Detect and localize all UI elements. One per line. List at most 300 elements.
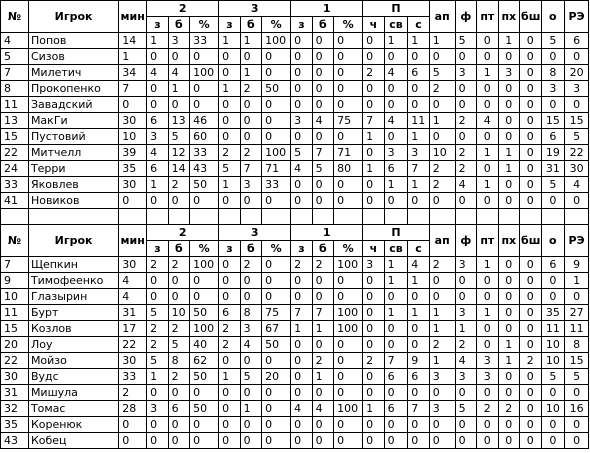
stat-cell: 50 [190, 369, 219, 385]
stat-cell: 1 [384, 177, 408, 193]
header-subcolumn: % [334, 17, 363, 33]
stat-cell: 8 [541, 65, 565, 81]
stat-cell: 100 [190, 257, 219, 273]
stat-cell: 6 [384, 161, 408, 177]
separator-row [1, 209, 589, 225]
stat-cell: 1 [312, 369, 333, 385]
player-number: 22 [1, 145, 29, 161]
stat-cell: 7 [312, 305, 333, 321]
stat-cell: 1 [240, 33, 261, 49]
table-row [1, 113, 589, 129]
stat-cell: 0 [520, 177, 541, 193]
stat-cell: 2 [291, 257, 312, 273]
stat-cell: 0 [408, 337, 430, 353]
stat-cell: 0 [334, 81, 363, 97]
stat-cell: 0 [119, 417, 147, 433]
header-stat: пт [477, 225, 498, 257]
stat-cell: 100 [190, 65, 219, 81]
stat-cell: 71 [262, 161, 291, 177]
stat-cell: 0 [429, 97, 455, 113]
stat-cell: 2 [429, 337, 455, 353]
stat-cell: 0 [520, 161, 541, 177]
empty-cell [119, 209, 147, 225]
stat-cell: 0 [498, 113, 519, 129]
stat-cell: 0 [408, 81, 430, 97]
header-player: Игрок [28, 1, 118, 33]
stat-cell: 11 [408, 113, 430, 129]
stat-cell: 2 [455, 337, 476, 353]
stat-cell: 0 [219, 129, 240, 145]
stat-cell: 0 [219, 193, 240, 209]
stat-cell: 0 [498, 49, 519, 65]
stat-cell: 16 [565, 401, 589, 417]
stat-cell: 1 [455, 321, 476, 337]
stat-cell: 0 [334, 369, 363, 385]
header-subcolumn: % [262, 17, 291, 33]
stat-cell: 0 [565, 385, 589, 401]
stat-cell: 4 [565, 177, 589, 193]
player-number: 24 [1, 161, 29, 177]
stat-cell: 3 [498, 65, 519, 81]
stat-cell: 9 [565, 257, 589, 273]
stat-cell: 0 [455, 193, 476, 209]
stat-cell: 0 [384, 193, 408, 209]
stat-cell: 0 [429, 273, 455, 289]
stat-cell: 10 [119, 129, 147, 145]
stat-cell: 0 [240, 385, 261, 401]
stat-cell: 0 [190, 273, 219, 289]
stat-cell: 100 [334, 257, 363, 273]
header-group: П [363, 1, 430, 17]
table-row [1, 49, 589, 65]
stat-cell: 2 [219, 321, 240, 337]
stat-cell: 13 [168, 113, 189, 129]
stat-cell: 20 [262, 369, 291, 385]
player-name: Кобец [28, 433, 118, 449]
stat-cell: 0 [498, 273, 519, 289]
empty-cell [240, 209, 261, 225]
player-number: 5 [1, 49, 29, 65]
header-subcolumn: з [147, 17, 168, 33]
stat-cell: 0 [168, 289, 189, 305]
stat-cell: 4 [408, 257, 430, 273]
stat-cell: 0 [520, 417, 541, 433]
stat-cell: 6 [541, 257, 565, 273]
stat-cell: 1 [363, 161, 384, 177]
stat-cell: 0 [477, 161, 498, 177]
stat-cell: 4 [384, 113, 408, 129]
stat-cell: 5 [312, 161, 333, 177]
stat-cell: 6 [565, 33, 589, 49]
stat-cell: 46 [190, 113, 219, 129]
header-group: 1 [291, 225, 363, 241]
stat-cell: 0 [541, 273, 565, 289]
stat-cell: 1 [240, 65, 261, 81]
stat-cell: 4 [119, 273, 147, 289]
stat-cell: 0 [334, 49, 363, 65]
stat-cell: 1 [363, 401, 384, 417]
stat-cell: 1 [384, 33, 408, 49]
stat-cell: 1 [312, 321, 333, 337]
stat-cell: 0 [429, 129, 455, 145]
stat-cell: 0 [477, 385, 498, 401]
stat-cell: 0 [363, 433, 384, 449]
stat-cell: 40 [190, 337, 219, 353]
stat-cell: 2 [455, 161, 476, 177]
stat-cell: 0 [240, 49, 261, 65]
stat-cell: 0 [384, 321, 408, 337]
stat-cell: 8 [565, 337, 589, 353]
stat-cell: 31 [541, 161, 565, 177]
header-subcolumn: % [262, 241, 291, 257]
player-number: 33 [1, 177, 29, 193]
stat-cell: 0 [190, 97, 219, 113]
stat-cell: 0 [147, 193, 168, 209]
stat-cell: 0 [520, 385, 541, 401]
player-number: 35 [1, 417, 29, 433]
stat-cell: 3 [477, 369, 498, 385]
stat-cell: 0 [520, 289, 541, 305]
table-row [1, 129, 589, 145]
stat-cell: 0 [455, 273, 476, 289]
stat-cell: 0 [565, 417, 589, 433]
stat-cell: 1 [477, 145, 498, 161]
stat-cell: 0 [262, 129, 291, 145]
stat-cell: 0 [477, 417, 498, 433]
stat-cell: 0 [498, 385, 519, 401]
stat-cell: 4 [312, 113, 333, 129]
player-name: Лоу [28, 337, 118, 353]
stat-cell: 0 [363, 33, 384, 49]
stat-cell: 0 [334, 273, 363, 289]
stat-cell: 0 [262, 289, 291, 305]
stat-cell: 0 [455, 417, 476, 433]
stat-cell: 10 [168, 305, 189, 321]
stat-cell: 3 [291, 113, 312, 129]
player-name: Томас [28, 401, 118, 417]
stat-cell: 1 [477, 177, 498, 193]
stat-cell: 3 [429, 369, 455, 385]
stat-cell: 3 [384, 145, 408, 161]
header-subcolumn: св [384, 17, 408, 33]
stat-cell: 0 [384, 49, 408, 65]
stat-cell: 4 [455, 353, 476, 369]
stat-cell: 0 [219, 353, 240, 369]
stat-cell: 50 [262, 81, 291, 97]
stat-cell: 0 [455, 97, 476, 113]
stat-cell: 0 [334, 97, 363, 113]
stat-cell: 31 [119, 305, 147, 321]
header-group: 1 [291, 1, 363, 17]
header-group: 2 [147, 1, 219, 17]
stat-cell: 0 [262, 49, 291, 65]
player-number: 20 [1, 337, 29, 353]
stat-cell: 33 [190, 33, 219, 49]
stat-cell: 3 [455, 257, 476, 273]
empty-cell [520, 209, 541, 225]
stat-cell: 0 [520, 433, 541, 449]
header-subcolumn: % [190, 17, 219, 33]
stat-cell: 0 [291, 353, 312, 369]
stat-cell: 2 [147, 321, 168, 337]
stat-cell: 0 [219, 113, 240, 129]
header-subcolumn: б [312, 17, 333, 33]
stat-cell: 0 [190, 193, 219, 209]
stat-cell: 0 [240, 289, 261, 305]
stat-cell: 3 [455, 65, 476, 81]
empty-cell [477, 209, 498, 225]
stat-cell: 0 [312, 129, 333, 145]
stat-cell: 1 [429, 321, 455, 337]
stat-cell: 5 [240, 369, 261, 385]
stat-cell: 50 [190, 401, 219, 417]
stat-cell: 2 [312, 353, 333, 369]
stat-cell: 0 [363, 369, 384, 385]
stat-cell: 1 [408, 129, 430, 145]
stat-cell: 0 [455, 49, 476, 65]
stat-cell: 3 [477, 353, 498, 369]
stat-cell: 0 [520, 273, 541, 289]
stat-cell: 2 [240, 257, 261, 273]
player-name: Яковлев [28, 177, 118, 193]
table-row [1, 433, 589, 449]
stat-cell: 0 [312, 273, 333, 289]
stat-cell: 0 [455, 385, 476, 401]
stat-cell: 0 [147, 49, 168, 65]
stat-cell: 3 [168, 33, 189, 49]
table-row [1, 321, 589, 337]
stat-cell: 6 [408, 65, 430, 81]
stat-cell: 0 [541, 417, 565, 433]
header-subcolumn: з [219, 241, 240, 257]
header-group: П [363, 225, 430, 241]
stat-cell: 1 [565, 273, 589, 289]
table-row [1, 417, 589, 433]
stat-cell: 30 [565, 161, 589, 177]
player-number: 15 [1, 321, 29, 337]
header-stat: ап [429, 1, 455, 33]
stat-cell: 0 [498, 289, 519, 305]
player-name: Мойзо [28, 353, 118, 369]
stat-cell: 1 [429, 305, 455, 321]
stat-cell: 1 [498, 145, 519, 161]
stat-cell: 0 [334, 417, 363, 433]
header-subcolumn: з [291, 17, 312, 33]
table-row [1, 273, 589, 289]
stat-cell: 50 [190, 305, 219, 321]
stat-cell: 33 [190, 145, 219, 161]
table-row [1, 97, 589, 113]
stat-cell: 4 [147, 65, 168, 81]
stat-cell: 7 [312, 145, 333, 161]
stat-cell: 100 [262, 33, 291, 49]
stat-cell: 0 [219, 289, 240, 305]
stat-cell: 100 [334, 321, 363, 337]
stat-cell: 80 [334, 161, 363, 177]
stat-cell: 0 [262, 113, 291, 129]
stat-cell: 0 [541, 49, 565, 65]
stat-cell: 0 [190, 289, 219, 305]
header-group: 3 [219, 1, 291, 17]
table-row [1, 353, 589, 369]
player-number: 7 [1, 257, 29, 273]
player-name: Вудс [28, 369, 118, 385]
table-row [1, 401, 589, 417]
stat-cell: 0 [219, 257, 240, 273]
stat-cell: 0 [520, 257, 541, 273]
stat-cell: 0 [147, 81, 168, 97]
stat-cell: 0 [312, 33, 333, 49]
stat-cell: 0 [240, 97, 261, 113]
stat-cell: 0 [429, 433, 455, 449]
stat-cell: 0 [262, 65, 291, 81]
stat-cell: 4 [455, 177, 476, 193]
stat-cell: 0 [147, 273, 168, 289]
header-stat: пх [498, 225, 519, 257]
stat-cell: 0 [190, 433, 219, 449]
stat-cell: 0 [219, 97, 240, 113]
stat-cell: 1 [119, 49, 147, 65]
stat-cell: 1 [498, 337, 519, 353]
stat-cell: 1 [429, 113, 455, 129]
stat-cell: 0 [219, 65, 240, 81]
stat-cell: 15 [565, 113, 589, 129]
header-number: № [1, 225, 29, 257]
stat-cell: 0 [520, 145, 541, 161]
stat-cell: 0 [291, 129, 312, 145]
stat-cell: 0 [498, 97, 519, 113]
stat-cell: 5 [455, 401, 476, 417]
stat-cell: 5 [565, 369, 589, 385]
stat-cell: 0 [240, 353, 261, 369]
stat-cell: 0 [119, 193, 147, 209]
header-subcolumn: с [408, 17, 430, 33]
stat-cell: 2 [168, 369, 189, 385]
player-name: Щепкин [28, 257, 118, 273]
stat-cell: 0 [384, 97, 408, 113]
stat-cell: 0 [262, 273, 291, 289]
stat-cell: 100 [334, 305, 363, 321]
stat-cell: 0 [168, 385, 189, 401]
stat-cell: 0 [312, 49, 333, 65]
stat-cell: 2 [429, 177, 455, 193]
stat-cell: 0 [498, 193, 519, 209]
stat-cell: 0 [408, 417, 430, 433]
stat-cell: 0 [384, 289, 408, 305]
stat-cell: 0 [334, 385, 363, 401]
header-stat: о [541, 1, 565, 33]
player-number: 22 [1, 353, 29, 369]
header-subcolumn: % [190, 241, 219, 257]
stat-cell: 0 [520, 401, 541, 417]
stat-cell: 7 [119, 81, 147, 97]
stat-cell: 2 [168, 257, 189, 273]
stat-cell: 0 [384, 433, 408, 449]
stat-cell: 0 [168, 97, 189, 113]
table-row [1, 289, 589, 305]
stat-cell: 14 [119, 33, 147, 49]
stat-cell: 10 [429, 145, 455, 161]
header-number: № [1, 1, 29, 33]
stat-cell: 2 [147, 257, 168, 273]
stat-cell: 6 [384, 401, 408, 417]
stat-cell: 0 [168, 433, 189, 449]
stat-cell: 1 [384, 257, 408, 273]
stat-cell: 0 [334, 129, 363, 145]
stat-cell: 0 [262, 433, 291, 449]
stat-cell: 6 [219, 305, 240, 321]
stat-cell: 0 [565, 97, 589, 113]
stat-cell: 17 [119, 321, 147, 337]
stat-cell: 2 [455, 145, 476, 161]
stat-cell: 75 [262, 305, 291, 321]
stat-cell: 6 [384, 369, 408, 385]
stat-cell: 1 [240, 401, 261, 417]
stat-cell: 2 [520, 353, 541, 369]
stat-cell: 0 [334, 33, 363, 49]
stat-cell: 10 [541, 401, 565, 417]
stat-cell: 1 [219, 81, 240, 97]
stat-cell: 0 [168, 49, 189, 65]
header-subcolumn: з [147, 241, 168, 257]
header-row [1, 1, 589, 17]
player-name: Сизов [28, 49, 118, 65]
table-row [1, 337, 589, 353]
stat-cell: 0 [408, 97, 430, 113]
stat-cell: 0 [219, 417, 240, 433]
stat-cell: 2 [429, 257, 455, 273]
stat-cell: 0 [334, 65, 363, 81]
stat-cell: 0 [363, 81, 384, 97]
stat-cell: 62 [190, 353, 219, 369]
empty-cell [429, 209, 455, 225]
stat-cell: 0 [477, 49, 498, 65]
stat-cell: 0 [477, 129, 498, 145]
stat-cell: 1 [147, 177, 168, 193]
player-name: Попов [28, 33, 118, 49]
stat-cell: 0 [240, 129, 261, 145]
stat-cell: 4 [291, 401, 312, 417]
player-number: 41 [1, 193, 29, 209]
header-subcolumn: б [312, 241, 333, 257]
stat-cell: 30 [119, 177, 147, 193]
stat-cell: 0 [219, 433, 240, 449]
empty-cell [262, 209, 291, 225]
stat-cell: 0 [262, 417, 291, 433]
stat-cell: 0 [312, 417, 333, 433]
stat-cell: 33 [119, 369, 147, 385]
stat-cell: 0 [291, 417, 312, 433]
stat-cell: 5 [541, 33, 565, 49]
stat-cell: 1 [408, 273, 430, 289]
stat-cell: 19 [541, 145, 565, 161]
stat-cell: 0 [520, 49, 541, 65]
header-subcolumn: з [291, 241, 312, 257]
stat-cell: 22 [565, 145, 589, 161]
stat-cell: 0 [565, 289, 589, 305]
header-subcolumn: с [408, 241, 430, 257]
stat-cell: 0 [477, 33, 498, 49]
header-stat: пт [477, 1, 498, 33]
stat-cell: 0 [520, 33, 541, 49]
stat-cell: 2 [219, 337, 240, 353]
player-name: Коренюк [28, 417, 118, 433]
empty-cell [384, 209, 408, 225]
empty-cell [565, 209, 589, 225]
stat-cell: 7 [408, 401, 430, 417]
stat-cell: 7 [240, 161, 261, 177]
stat-cell: 0 [408, 385, 430, 401]
